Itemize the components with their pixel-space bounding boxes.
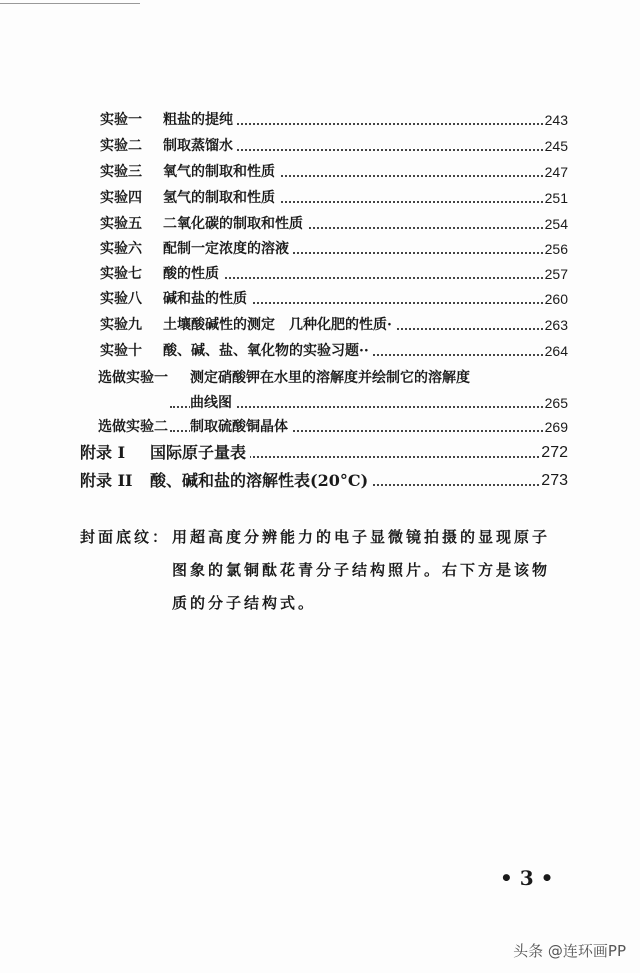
entry-label: 选做实验一 xyxy=(98,370,168,386)
toc-entry-optional-1 xyxy=(0,366,640,390)
entry-title: 氢气的制取和性质 xyxy=(163,186,279,210)
toc-entry xyxy=(0,287,640,311)
toc-entry xyxy=(0,262,640,286)
toc-entry xyxy=(0,134,640,158)
toc-entry xyxy=(0,339,640,363)
entry-title: 国际原子量表 xyxy=(150,441,250,465)
entry-page: 254 xyxy=(543,212,568,236)
cover-note-line-2: 图象的氯铜酞花青分子结构照片。右下方是该物 xyxy=(172,561,551,579)
entry-label: 实验八 xyxy=(100,291,142,307)
entry-page: 269 xyxy=(543,415,568,439)
entry-page: 251 xyxy=(543,186,568,210)
entry-title: 测定硝酸钾在水里的溶解度并绘制它的溶解度 xyxy=(190,366,474,390)
entry-page: 265 xyxy=(543,391,568,415)
toc-entry-optional-1-cont xyxy=(0,391,640,415)
entry-page: 256 xyxy=(543,237,568,261)
entry-page: 243 xyxy=(543,108,568,132)
entry-page: 264 xyxy=(543,339,568,363)
toc-entry xyxy=(0,108,640,132)
entry-title: 制取蒸馏水 xyxy=(163,134,237,158)
entry-label: 实验十 xyxy=(100,343,142,359)
toc-entry xyxy=(0,237,640,261)
entry-label: 实验九 xyxy=(100,317,142,333)
entry-title: 酸、碱和盐的溶解性表(20°C) xyxy=(150,469,372,493)
toc-entry xyxy=(0,313,640,337)
entry-label: 附录 I xyxy=(80,443,126,462)
entry-label: 实验六 xyxy=(100,241,142,257)
entry-title: 制取硫酸铜晶体 xyxy=(190,415,292,439)
cover-note-line-3: 质的分子结构式。 xyxy=(172,594,317,612)
entry-label: 实验三 xyxy=(100,164,142,180)
scan-edge-line xyxy=(0,0,140,4)
entry-label: 实验四 xyxy=(100,190,142,206)
entry-title-cont: 曲线图 xyxy=(190,391,236,415)
watermark: 头条 @连环画PP xyxy=(513,942,626,960)
entry-page: 247 xyxy=(543,160,568,184)
entry-page: 257 xyxy=(543,262,568,286)
entry-title: 碱和盐的性质 xyxy=(163,287,251,311)
entry-label: 实验七 xyxy=(100,266,142,282)
entry-page: 260 xyxy=(543,287,568,311)
entry-label: 实验一 xyxy=(100,112,142,128)
entry-title: 氧气的制取和性质 xyxy=(163,160,279,184)
toc-entry-appendix-1 xyxy=(0,441,640,465)
entry-title: 酸、碱、盐、氧化物的实验习题·· xyxy=(163,339,373,363)
entry-title: 二氧化碳的制取和性质 xyxy=(163,212,307,236)
leader-dots xyxy=(170,262,566,279)
entry-title: 配制一定浓度的溶液 xyxy=(163,237,293,261)
entry-page: 272 xyxy=(539,441,568,465)
page-number: • 3 • xyxy=(500,866,554,890)
entry-label: 选做实验二 xyxy=(98,419,168,435)
entry-title: 酸的性质 xyxy=(163,262,223,286)
entry-label: 附录 II xyxy=(80,471,133,490)
toc-entry-optional-2 xyxy=(0,415,640,439)
cover-note-label: 封面底纹： xyxy=(80,528,171,546)
entry-label: 实验五 xyxy=(100,216,142,232)
toc-entry xyxy=(0,186,640,210)
toc-entry-appendix-2 xyxy=(0,469,640,493)
entry-page: 245 xyxy=(543,134,568,158)
cover-note-line-1: 用超高度分辨能力的电子显微镜拍摄的显现原子 xyxy=(172,528,551,546)
toc-entry xyxy=(0,160,640,184)
entry-title: 粗盐的提纯 xyxy=(163,108,237,132)
entry-page: 263 xyxy=(543,313,568,337)
toc-entry xyxy=(0,212,640,236)
entry-page: 273 xyxy=(539,469,568,493)
entry-label: 实验二 xyxy=(100,138,142,154)
entry-title: 土壤酸碱性的测定 几种化肥的性质· xyxy=(163,313,396,337)
